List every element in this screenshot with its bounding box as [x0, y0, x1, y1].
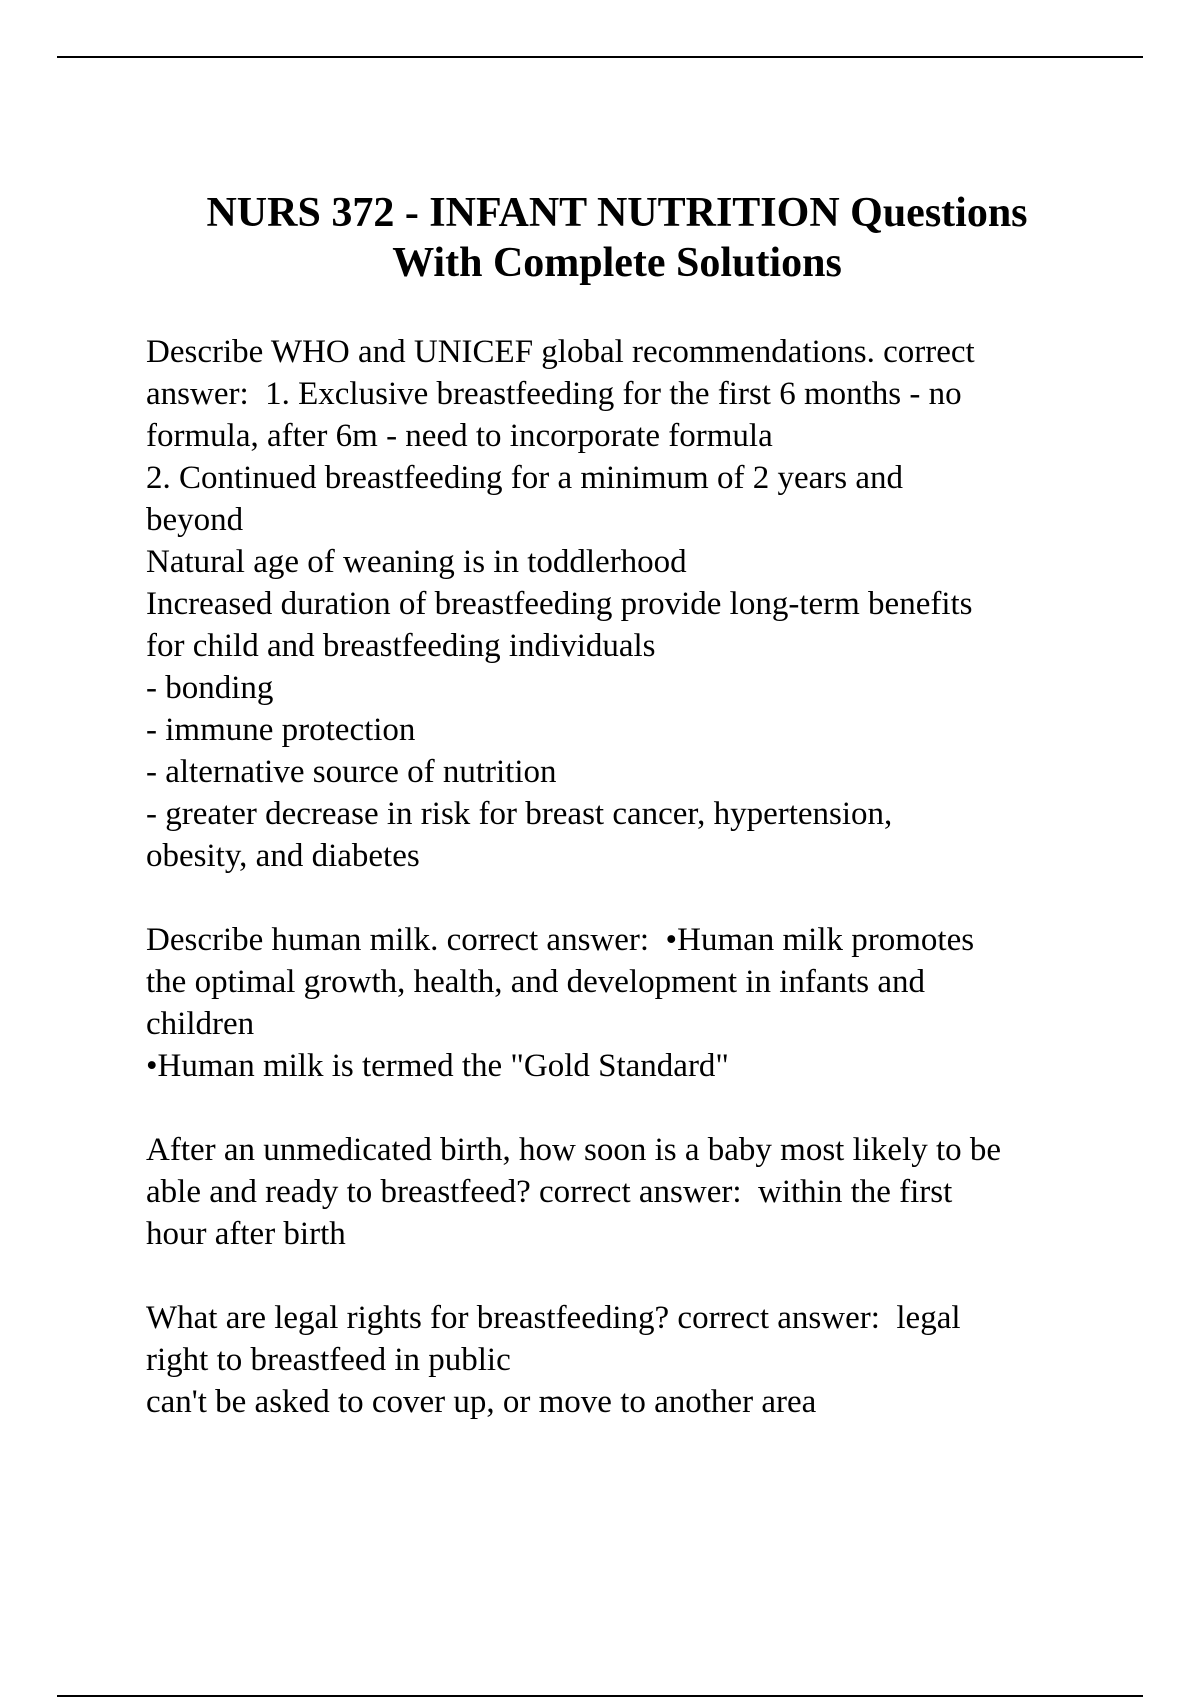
text-line: answer: 1. Exclusive breastfeeding for the first 6 months - no: [146, 376, 962, 412]
qa-block-unmedicated-birth: [146, 1129, 1126, 1255]
title-line: NURS 372 - INFANT NUTRITION Questions: [206, 190, 1028, 236]
text-line: right to breastfeed in public: [146, 1342, 511, 1378]
text-line: - bonding: [146, 670, 274, 706]
text-line: hour after birth: [146, 1216, 346, 1252]
text-line: formula, after 6m - need to incorporate formula: [146, 418, 773, 454]
text-line: •Human milk is termed the "Gold Standard": [146, 1048, 729, 1084]
bottom-rule: [57, 1695, 1143, 1697]
text-line: obesity, and diabetes: [146, 838, 420, 874]
qa-block-legal-rights: [146, 1297, 1126, 1423]
text-line: - immune protection: [146, 712, 416, 748]
text-line: beyond: [146, 502, 244, 538]
text-line: What are legal rights for breastfeeding? correct answer: legal: [146, 1300, 961, 1336]
text-line: - alternative source of nutrition: [146, 754, 557, 790]
document-title: [90, 188, 1144, 288]
text-line: the optimal growth, health, and development in infants and: [146, 964, 925, 1000]
text-line: Natural age of weaning is in toddlerhood: [146, 544, 687, 580]
title-line: With Complete Solutions: [392, 240, 842, 286]
text-line: able and ready to breastfeed? correct answer: within the first: [146, 1174, 953, 1210]
text-line: for child and breastfeeding individuals: [146, 628, 656, 664]
top-rule: [57, 56, 1143, 58]
text-line: Increased duration of breastfeeding provide long-term benefits: [146, 586, 973, 622]
text-line: Describe human milk. correct answer: •Human milk promotes: [146, 922, 975, 958]
qa-block-who-unicef: [146, 331, 1126, 877]
text-line: 2. Continued breastfeeding for a minimum of 2 years and: [146, 460, 903, 496]
qa-block-human-milk: [146, 919, 1126, 1087]
document-body: [146, 331, 1126, 1465]
text-line: Describe WHO and UNICEF global recommendations. correct: [146, 334, 975, 370]
text-line: can't be asked to cover up, or move to another area: [146, 1384, 817, 1420]
text-line: - greater decrease in risk for breast cancer, hypertension,: [146, 796, 893, 832]
text-line: children: [146, 1006, 255, 1042]
text-line: After an unmedicated birth, how soon is a baby most likely to be: [146, 1132, 1002, 1168]
